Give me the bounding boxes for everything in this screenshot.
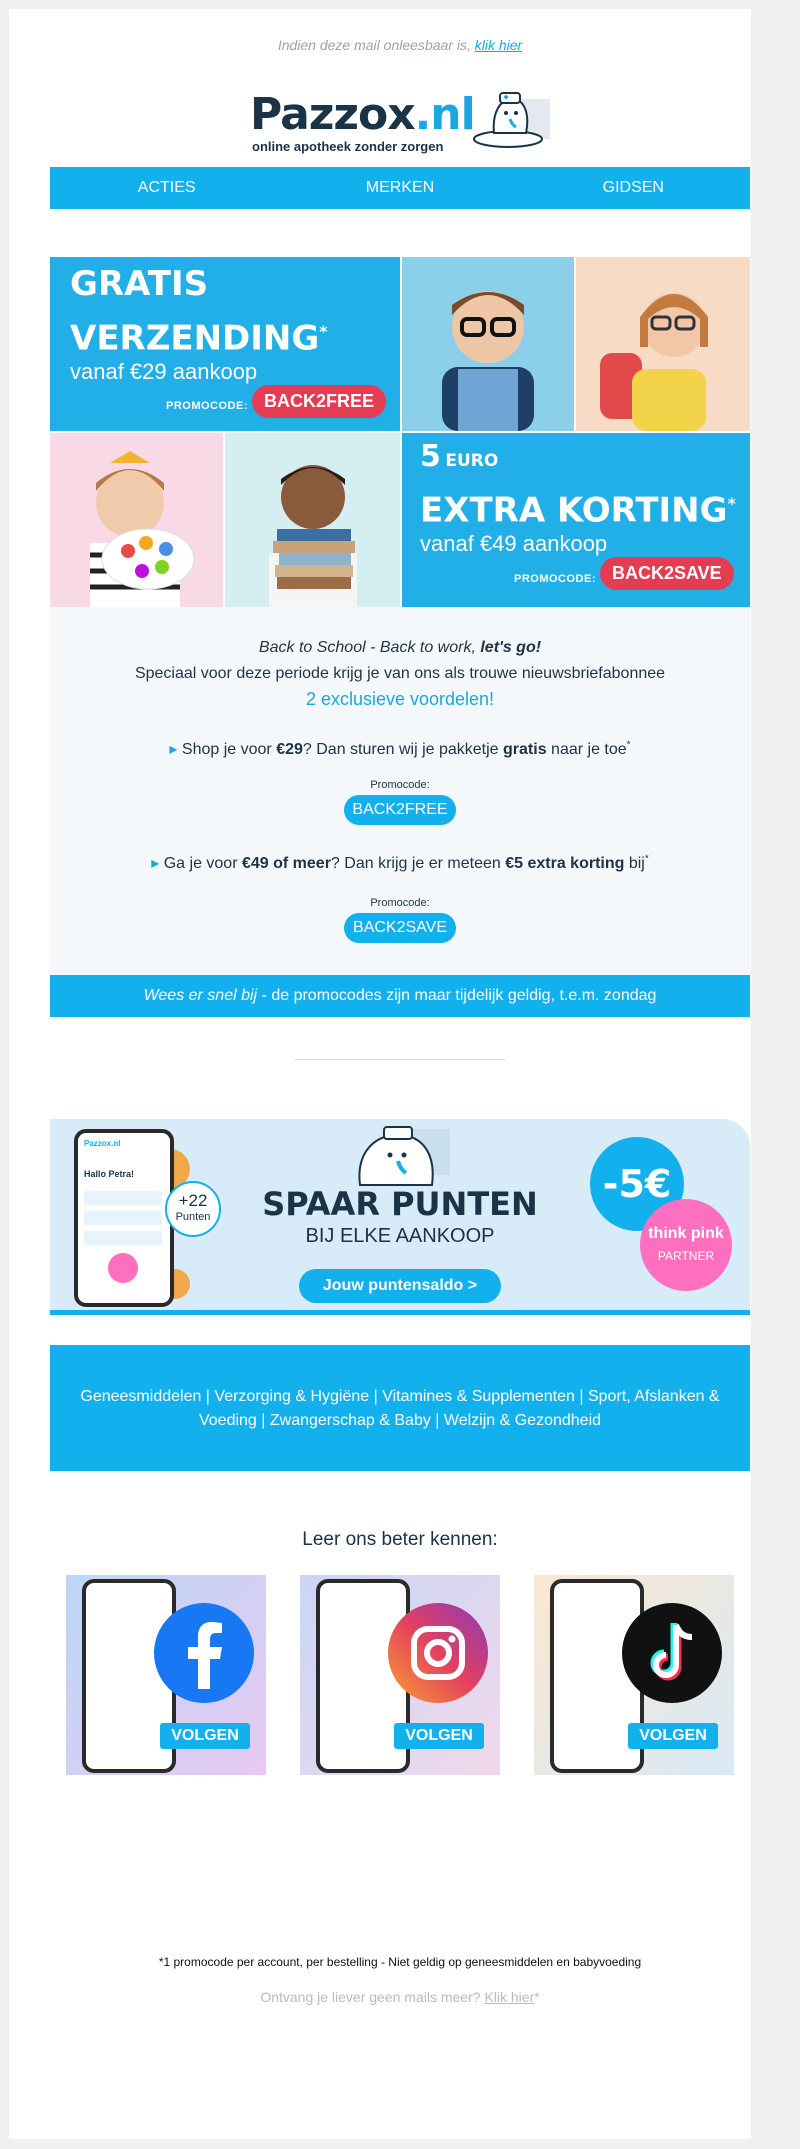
- boy-books-image: [225, 433, 400, 607]
- logo-tld: .nl: [414, 89, 475, 140]
- extra-discount-sub: vanaf €49 aankoop: [420, 531, 608, 556]
- logo-tagline: online apotheek zonder zorgen: [252, 139, 444, 154]
- banner-underline: [50, 1310, 750, 1315]
- promo-code-back2free: BACK2FREE: [252, 385, 386, 418]
- instagram-icon: [388, 1603, 488, 1703]
- free-shipping-tile[interactable]: [50, 257, 400, 431]
- discount-badge: -5€: [590, 1137, 684, 1231]
- promo-code-back2save: BACK2SAVE: [600, 557, 734, 590]
- preheader-text: Indien deze mail onleesbaar is,: [277, 37, 471, 53]
- points-number: +22: [178, 1191, 208, 1210]
- promo-label-1: Promocode:: [370, 779, 430, 791]
- tiktok-card[interactable]: [534, 1575, 734, 1775]
- mascot-icon: [466, 89, 556, 149]
- info-subscriber-text: Speciaal voor deze periode krijg je van ons als trouwe nieuwsbriefabonnee: [134, 665, 666, 682]
- free-shipping-line1: GRATIS: [70, 264, 209, 304]
- nav-item-acties[interactable]: ACTIES: [137, 179, 196, 196]
- nav-item-gidsen[interactable]: GIDSEN: [602, 179, 664, 196]
- follow-button-instagram[interactable]: VOLGEN: [394, 1723, 484, 1749]
- points-label: Punten: [175, 1211, 211, 1223]
- category-links: [50, 1345, 750, 1471]
- promo-label-2: Promocode:: [370, 897, 430, 909]
- promo-code-pill-1: BACK2FREE: [344, 795, 456, 825]
- girl-backpack-image: [576, 257, 750, 431]
- follow-button-tiktok[interactable]: VOLGEN: [628, 1723, 718, 1749]
- truck-icon: ▸: [169, 741, 178, 758]
- points-balance-button[interactable]: Jouw puntensaldo >: [299, 1269, 501, 1303]
- promo-label: PROMOCODE:: [166, 400, 248, 412]
- offer-extra-discount: ▸ Ga je voor €49 of meer? Dan krijg je er meteen €5 extra korting bij*: [151, 853, 649, 872]
- email-container: [9, 9, 751, 2139]
- offer-free-shipping: ▸ Shop je voor €29? Dan sturen wij je pakketje gratis naar je toe*: [169, 739, 631, 758]
- instagram-card[interactable]: [300, 1575, 500, 1775]
- discount-amount: 5 EURO: [420, 439, 499, 474]
- unsubscribe: Ontvang je liever geen mails meer? Klik hier*: [260, 1989, 540, 2005]
- promo-label: PROMOCODE:: [514, 573, 596, 585]
- partner-name: think pink: [648, 1225, 724, 1242]
- urgency-banner: Wees er snel bij - de promocodes zijn maar tijdelijk geldig, t.e.m. zondag: [50, 975, 750, 1017]
- promo-code-pill-2: BACK2SAVE: [344, 913, 456, 943]
- extra-discount-tile[interactable]: [402, 433, 750, 607]
- unsubscribe-link[interactable]: Klik hier: [484, 1989, 535, 2005]
- hero-grid[interactable]: [50, 257, 750, 607]
- gift-icon: ▸: [151, 855, 160, 872]
- phone-greeting: Hallo Petra!: [84, 1169, 135, 1179]
- boy-backpack-image: [402, 257, 574, 431]
- info-intro: Back to School - Back to work, let's go!: [258, 639, 542, 656]
- girl-paint-palette-image: [50, 433, 223, 607]
- facebook-icon: [154, 1603, 254, 1703]
- phone-mockup: [74, 1129, 174, 1307]
- loyalty-points-banner[interactable]: [50, 1119, 750, 1315]
- mascot-icon: [340, 1123, 460, 1187]
- section-divider: [295, 1059, 505, 1060]
- main-nav: [50, 167, 750, 209]
- loyalty-title: SPAAR PUNTEN: [262, 1185, 538, 1223]
- preheader: [50, 37, 750, 53]
- promo-info-section: [50, 607, 750, 975]
- follow-button-facebook[interactable]: VOLGEN: [160, 1723, 250, 1749]
- phone-app-name: Pazzox.nl: [84, 1139, 121, 1148]
- think-pink-badge: [640, 1199, 732, 1291]
- loyalty-subtitle: BIJ ELKE AANKOOP: [305, 1225, 495, 1247]
- partner-label: PARTNER: [657, 1249, 715, 1263]
- social-heading: Leer ons beter kennen:: [302, 1529, 498, 1550]
- extra-discount-title: EXTRA KORTING*: [420, 490, 736, 531]
- points-badge: [165, 1181, 221, 1237]
- logo-brand: Pazzox: [250, 89, 415, 140]
- free-shipping-sub: vanaf €29 aankoop: [70, 359, 258, 384]
- info-benefits-heading: 2 exclusieve voordelen!: [305, 689, 495, 709]
- nav-item-merken[interactable]: MERKEN: [365, 179, 435, 196]
- category-links-text[interactable]: Geneesmiddelen | Verzorging & Hygiëne | Vitamines & Supplementen | Sport, Afslanken & Voeding | Zwangerschap & Baby | Welzijn & Gezondheid: [80, 1388, 720, 1429]
- logo-row: [50, 81, 750, 161]
- view-online-link[interactable]: klik hier: [474, 37, 523, 53]
- disclaimer: *1 promocode per account, per bestelling - Niet geldig op geneesmiddelen en babyvoeding: [158, 1955, 642, 1969]
- logo[interactable]: [250, 89, 475, 140]
- free-shipping-line2: VERZENDING*: [70, 318, 328, 359]
- tiktok-icon: [622, 1603, 722, 1703]
- facebook-card[interactable]: [66, 1575, 266, 1775]
